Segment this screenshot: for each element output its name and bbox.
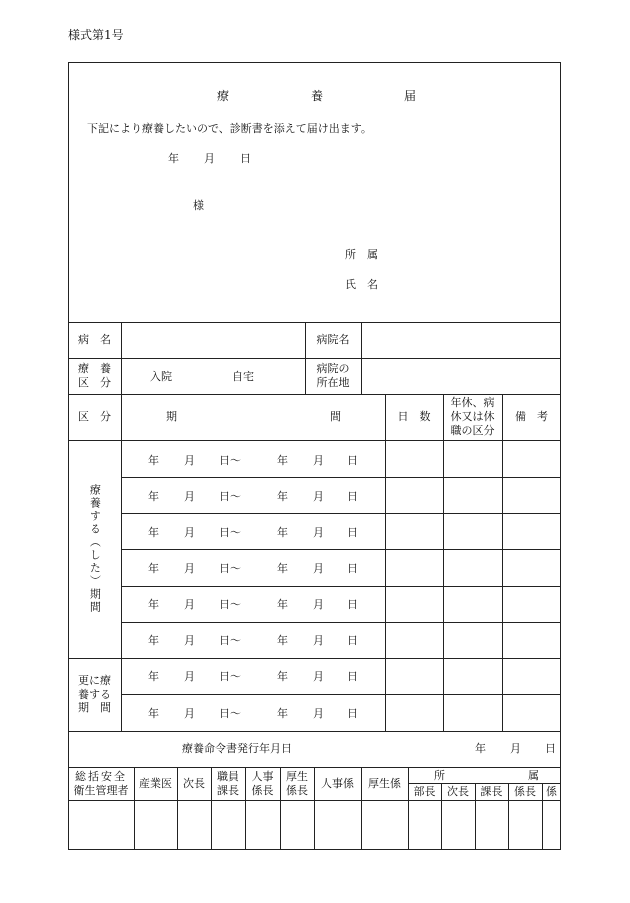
affiliation-section-chief: 課長 (480, 784, 503, 798)
line-period-row-4 (121, 586, 561, 587)
affiliation-header-left: 所 (434, 769, 445, 782)
period-start-year: 年 (148, 562, 159, 575)
period-start-year: 年 (148, 490, 159, 503)
period-end-month: 月 (313, 707, 324, 720)
order-issue-year-label: 年 (475, 742, 486, 755)
period-start-day: 日〜 (219, 490, 241, 503)
stamp-box[interactable] (68, 800, 134, 850)
name-label: 氏 名 (345, 278, 378, 291)
period-start-month: 月 (184, 526, 195, 539)
affiliation-header-right: 属 (528, 769, 539, 782)
period-start-day: 日〜 (219, 526, 241, 539)
affiliation-staff: 係 (546, 784, 557, 798)
period-start-year: 年 (148, 670, 159, 683)
period-end-year: 年 (277, 562, 288, 575)
period-end-day: 日 (347, 526, 358, 539)
period-end-month: 月 (313, 634, 324, 647)
period-start-month: 月 (184, 598, 195, 611)
period-start-year: 年 (148, 454, 159, 467)
stamp-box[interactable] (245, 800, 280, 850)
period-start-day: 日〜 (219, 562, 241, 575)
title-char-2: 養 (311, 89, 324, 103)
period-start-year: 年 (148, 526, 159, 539)
line-order-top (68, 731, 561, 732)
period-start-month: 月 (184, 490, 195, 503)
period-header-left: 期 (166, 410, 177, 423)
period-end-month: 月 (313, 454, 324, 467)
period-end-day: 日 (347, 598, 358, 611)
hospital-address-field[interactable] (362, 359, 561, 394)
stamp-box[interactable] (134, 800, 177, 850)
period-division-header: 区 分 (78, 410, 111, 424)
period-start-day: 日〜 (219, 670, 241, 683)
period-start-month: 月 (184, 454, 195, 467)
stamp-box[interactable] (508, 800, 542, 850)
stamp-box[interactable] (475, 800, 508, 850)
stamp-box[interactable] (542, 800, 561, 850)
line-period-row-1 (121, 477, 561, 478)
line-extra-period-top (68, 658, 561, 659)
period-end-year: 年 (277, 634, 288, 647)
period-end-year: 年 (277, 490, 288, 503)
period-end-day: 日 (347, 454, 358, 467)
line-period-row-5 (121, 622, 561, 623)
personnel-staff-header: 人事係 (321, 776, 354, 790)
period-start-day: 日〜 (219, 454, 241, 467)
vline-days-left (385, 394, 386, 731)
hospital-name-label: 病院名 (316, 333, 350, 347)
personnel-chief-header: 人事 係長 (251, 769, 274, 797)
occupational-physician-header: 産業医 (139, 776, 172, 790)
leave-type-header: 年休、病 休又は休 職の区分 (450, 396, 495, 437)
period-header-right: 間 (330, 410, 341, 423)
period-start-year: 年 (148, 707, 159, 720)
option-home[interactable]: 自宅 (232, 370, 254, 383)
period-end-day: 日 (347, 707, 358, 720)
stamp-box[interactable] (361, 800, 408, 850)
stamp-box[interactable] (177, 800, 211, 850)
hospital-address-label: 病院の 所在地 (316, 362, 350, 389)
disease-name-field[interactable] (122, 323, 305, 358)
statement-text: 下記により療養したいので、診断書を添えて届け出ます。 (87, 122, 372, 135)
addressee-suffix: 様 (193, 199, 204, 212)
vline-remarks-left (502, 394, 503, 731)
period-end-month: 月 (313, 598, 324, 611)
period-end-month: 月 (313, 526, 324, 539)
submit-date-day-label: 日 (240, 152, 251, 165)
order-issue-day-label: 日 (545, 742, 556, 755)
affiliation-subsection-chief: 係長 (514, 784, 536, 798)
staff-section-chief-header: 職員 課長 (217, 769, 239, 797)
stamp-box[interactable] (441, 800, 475, 850)
period-start-year: 年 (148, 634, 159, 647)
form-number: 様式第1号 (68, 28, 124, 42)
vline-leave-left (443, 394, 444, 731)
deputy-director-header: 次長 (183, 776, 205, 790)
treatment-category-label: 療 養 区 分 (78, 362, 111, 389)
period-end-day: 日 (347, 562, 358, 575)
submit-date-month-label: 月 (204, 152, 215, 165)
period-start-month: 月 (184, 562, 195, 575)
line-extra-period-row (121, 694, 561, 695)
period-end-year: 年 (277, 598, 288, 611)
period-end-month: 月 (313, 670, 324, 683)
order-issue-month-label: 月 (510, 742, 521, 755)
line-period-header-bottom (68, 440, 561, 441)
period-end-month: 月 (313, 562, 324, 575)
stamp-box[interactable] (211, 800, 245, 850)
period-end-year: 年 (277, 707, 288, 720)
option-inpatient[interactable]: 入院 (150, 370, 172, 383)
submit-date-year-label: 年 (168, 152, 179, 165)
stamp-box[interactable] (314, 800, 361, 850)
period-end-day: 日 (347, 670, 358, 683)
period-start-day: 日〜 (219, 707, 241, 720)
remarks-header: 備 考 (515, 410, 548, 424)
period-start-year: 年 (148, 598, 159, 611)
vline-label-column (121, 322, 122, 731)
period-end-day: 日 (347, 490, 358, 503)
period-start-month: 月 (184, 670, 195, 683)
disease-name-label: 病 名 (78, 333, 111, 347)
order-issue-date-label: 療養命令書発行年月日 (182, 742, 292, 755)
general-safety-manager-header: 総括安全 衛生管理者 (73, 769, 129, 797)
extra-period-label: 更に療 養する 期 間 (78, 673, 111, 715)
treatment-period-label: 療養する（した）期間 (88, 484, 102, 614)
period-start-month: 月 (184, 634, 195, 647)
period-start-day: 日〜 (219, 634, 241, 647)
stamp-box[interactable] (408, 800, 441, 850)
days-header: 日 数 (397, 410, 431, 424)
line-period-row-2 (121, 513, 561, 514)
affiliation-label: 所 属 (345, 248, 378, 261)
period-start-day: 日〜 (219, 598, 241, 611)
title-char-1: 療 (217, 89, 230, 103)
period-end-year: 年 (277, 454, 288, 467)
period-start-month: 月 (184, 707, 195, 720)
stamp-box[interactable] (280, 800, 314, 850)
period-end-day: 日 (347, 634, 358, 647)
affiliation-deputy: 次長 (447, 784, 469, 798)
hospital-name-field[interactable] (362, 323, 561, 358)
welfare-chief-header: 厚生 係長 (286, 769, 308, 797)
welfare-staff-header: 厚生係 (368, 776, 401, 790)
affiliation-department-head: 部長 (413, 784, 436, 798)
period-end-year: 年 (277, 670, 288, 683)
line-period-row-3 (121, 549, 561, 550)
title-char-3: 届 (404, 89, 417, 103)
period-end-month: 月 (313, 490, 324, 503)
period-end-year: 年 (277, 526, 288, 539)
